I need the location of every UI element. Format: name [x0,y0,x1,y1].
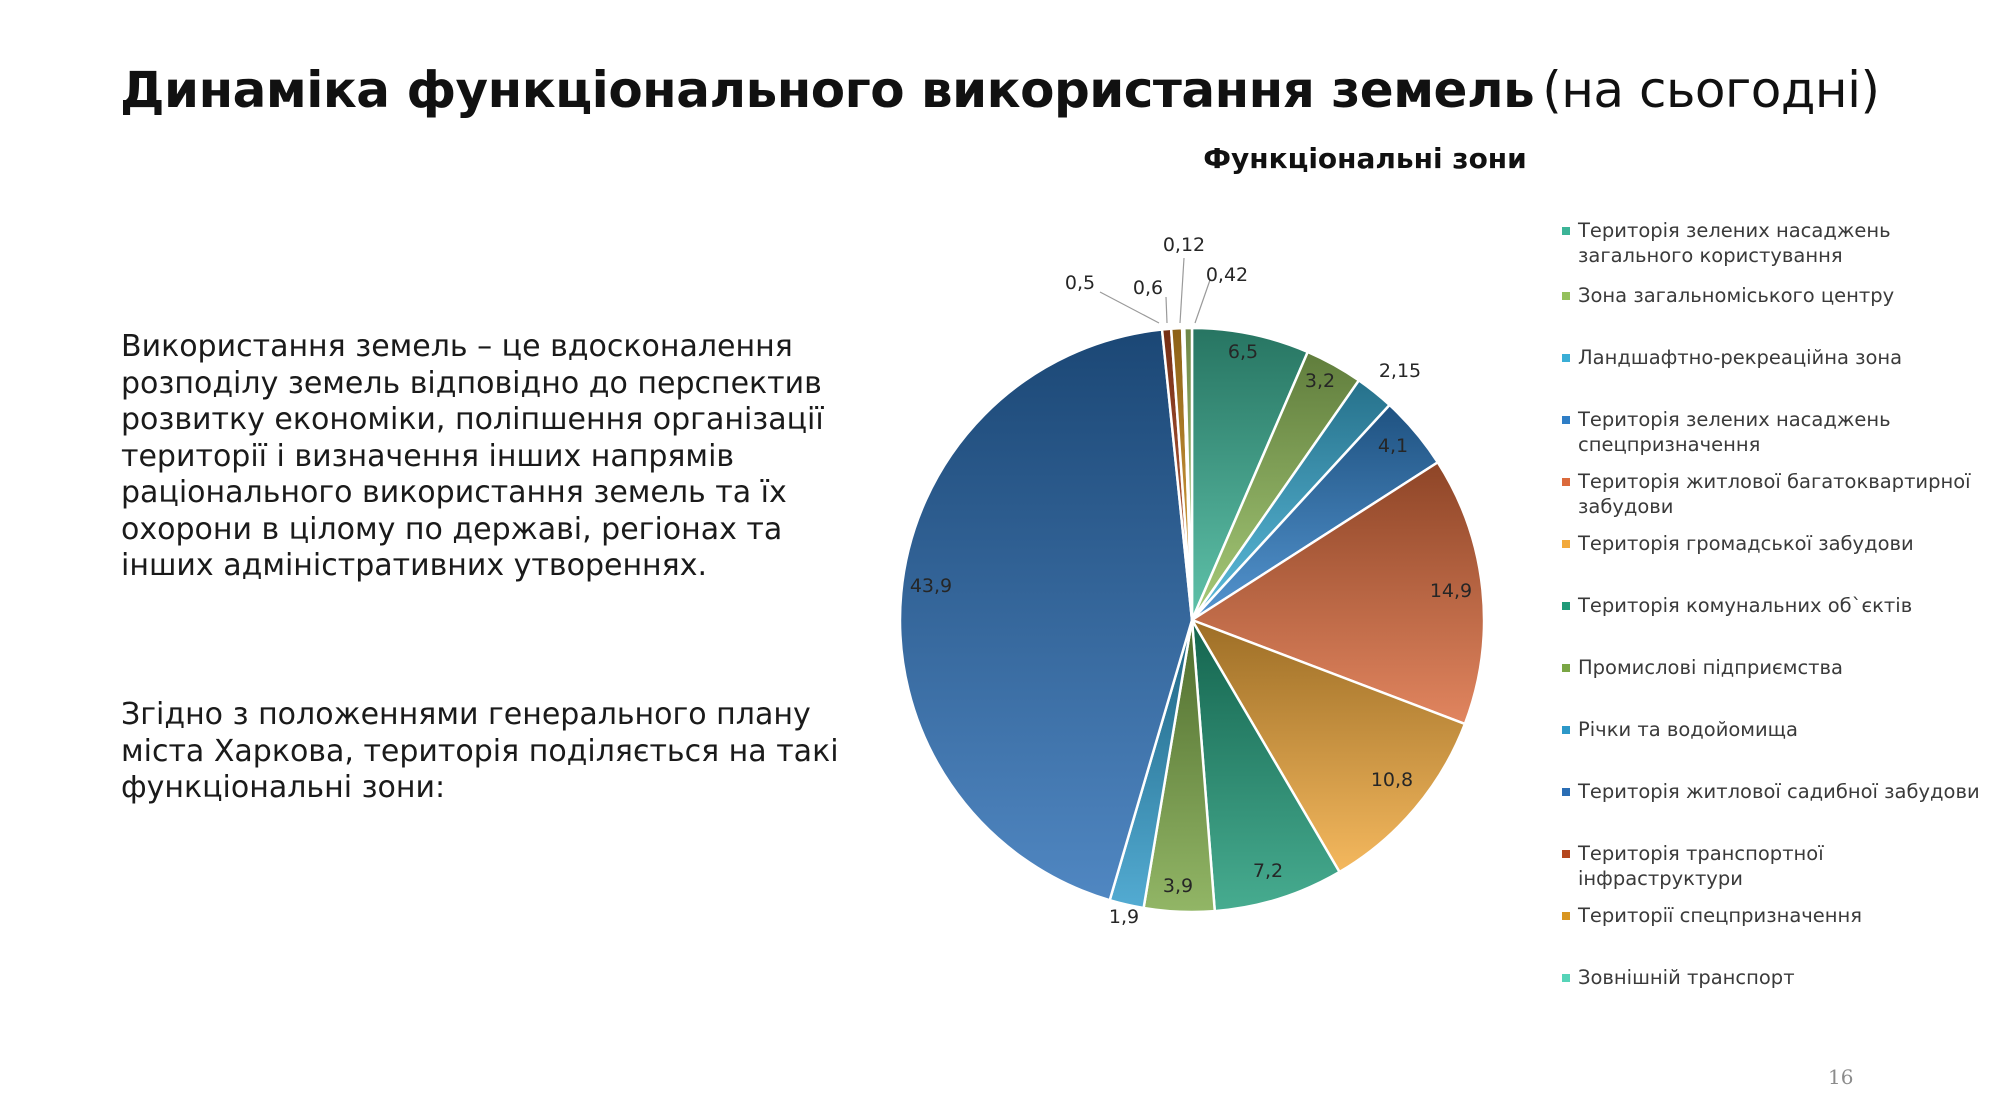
data-label: 4,1 [1377,435,1409,457]
legend-swatch [1562,788,1570,796]
slide-title-main: Динаміка функціонального використання земель [120,61,1535,119]
slide-title-suffix: (на сьогодні) [1542,61,1880,119]
page-number: 16 [1828,1065,1854,1089]
legend-label: Територія житлової багатоквартирної забудови [1578,470,1971,518]
legend-swatch [1562,726,1570,734]
legend-swatch [1562,354,1570,362]
legend-item [1562,841,1992,891]
legend-item [1562,903,1992,928]
legend-item [1562,218,1992,268]
legend-item [1562,965,1992,990]
legend-swatch [1562,850,1570,858]
legend-item [1562,531,1992,556]
legend-label: Річки та водойомища [1578,718,1798,741]
legend-item [1562,469,1992,519]
usage-definition-text: Використання земель – це вдосконалення розподілу земель відповідно до перспектив розвитку економіки, поліпшення організації території і визначення інших напрямів раціонального використання земель та їх охорони в цілому по державі, регіонах та інших адміністративних утвореннях. [121,329,824,583]
legend-label: Територія комунальних об`єктів [1578,594,1913,617]
legend-item [1562,655,1992,680]
data-label: 43,9 [909,575,953,597]
data-label: 0,5 [1064,272,1096,294]
legend-swatch [1562,664,1570,672]
legend-swatch [1562,292,1570,300]
legend-label: Територія зелених насаджень загального користування [1578,219,1891,267]
data-label: 6,5 [1227,341,1259,363]
leader-line [1180,258,1184,323]
data-label: 0,12 [1162,234,1206,256]
legend-label: Територія громадської забудови [1578,532,1914,555]
zones-intro-text: Згідно з положеннями генерального плану міста Харкова, територія поділяється на такі функціональні зони: [121,697,839,805]
legend-label: Зовнішній транспорт [1578,966,1795,989]
legend-swatch [1562,227,1570,235]
legend-item [1562,779,1992,804]
legend-label: Зона загальноміського центру [1578,284,1895,307]
data-label: 14,9 [1429,580,1473,602]
legend-label: Ландшафтно-рекреаційна зона [1578,346,1903,369]
legend-swatch [1562,912,1570,920]
leader-line [1166,297,1167,323]
chart-title: Функціональні зони [1203,142,1527,175]
legend-label: Територія зелених насаджень спецпризначення [1578,408,1891,456]
legend-item [1562,283,1992,308]
legend-swatch [1562,478,1570,486]
data-label: 2,15 [1378,360,1422,382]
legend-label: Територія транспортної інфраструктури [1578,842,1824,890]
legend-item [1562,717,1992,742]
legend-item [1562,345,1992,370]
legend-swatch [1562,602,1570,610]
legend-swatch [1562,974,1570,982]
legend-swatch [1562,416,1570,424]
legend-label: Територія житлової садибної забудови [1578,780,1980,803]
leader-line [1195,280,1210,323]
data-label: 0,42 [1205,264,1249,286]
legend-label: Території спецпризначення [1578,904,1863,927]
data-label: 0,6 [1132,277,1164,299]
legend-swatch [1562,540,1570,548]
data-label: 3,9 [1162,875,1194,897]
legend-item [1562,593,1992,618]
data-label: 10,8 [1370,769,1414,791]
legend-item [1562,407,1992,457]
data-label: 3,2 [1304,370,1336,392]
legend-label: Промислові підприємства [1578,656,1843,679]
data-label: 7,2 [1252,860,1284,882]
data-label: 1,9 [1108,906,1140,928]
